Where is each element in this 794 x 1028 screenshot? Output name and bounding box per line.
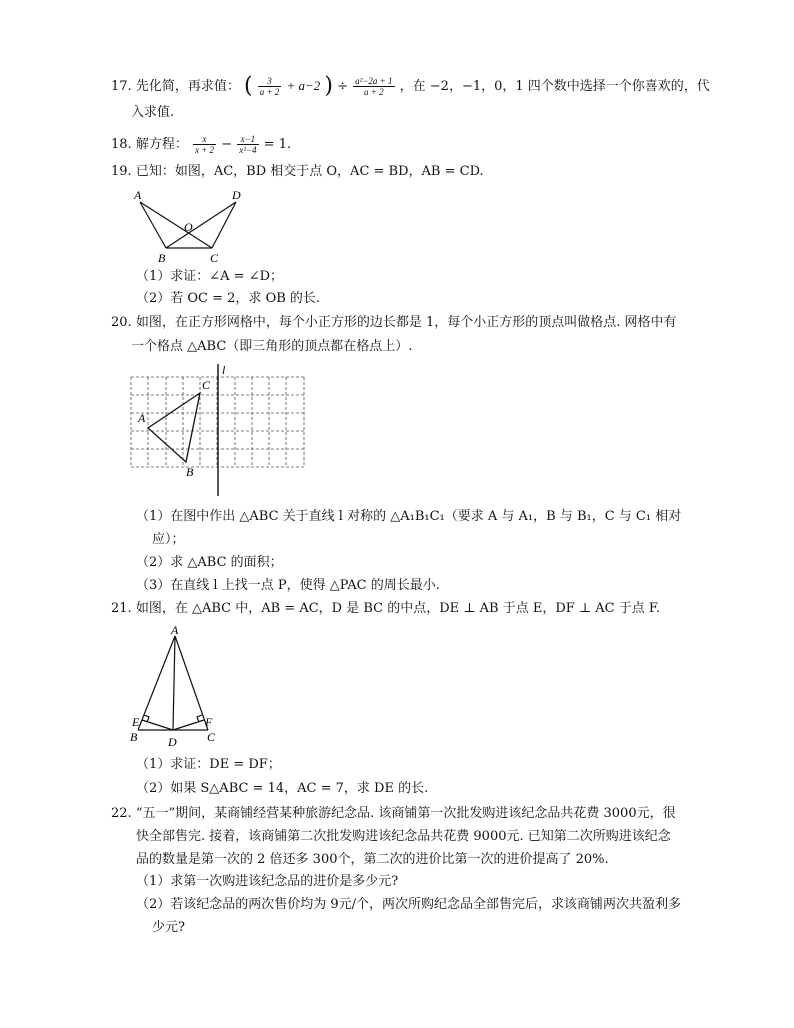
- q17-plus-expr: + a−2: [286, 78, 321, 93]
- q20-stem-2: 一个格点 △ABC（即三角形的顶点都在格点上）.: [131, 339, 413, 354]
- q19-label-A: A: [134, 188, 142, 202]
- q18-tail: = 1.: [263, 137, 292, 152]
- q21-label-F: F: [205, 715, 213, 729]
- q22-sub2-a: （2）若该纪念品的两次售价均为 9元/个，两次所购纪念品全部售完后，求该商铺两次共盈利多: [136, 897, 682, 912]
- q21-segment-AD: [173, 636, 175, 730]
- q18-minus: −: [221, 137, 233, 152]
- q22-sub2-b: 少元?: [152, 920, 185, 935]
- q17-tail: ，在 −2，−1，0，1 四个数中选择一个你喜欢的，代: [399, 79, 710, 94]
- q20-sub1-a: （1）在图中作出 △ABC 关于直线 l 对称的 △A₁B₁C₁（要求 A 与 A₁，B 与 B₁，C 与 C₁ 相对: [136, 509, 682, 524]
- q19-segment-AB: [140, 202, 166, 248]
- q17-lead: 先化简，再求值：: [135, 79, 240, 94]
- q17-line1: 17. 先化简，再求值： ( $\frac{3}{a + 2}$ + a−2 ) ÷ $\frac{\text{a²−2a + 1}}{a + 2}$ ，在 −2，−1，0，1 四个数中选择一个你喜欢的，代: [111, 73, 710, 99]
- q20-label-A: A: [138, 411, 146, 425]
- q21-stem: 21. 如图，在 △ABC 中，AB = AC，D 是 BC 的中点，DE ⊥ AB 于点 E，DF ⊥ AC 于点 F.: [111, 601, 660, 616]
- q21-label-C: C: [207, 730, 216, 744]
- q20-label-l: l: [222, 363, 226, 377]
- q21-label-B: B: [130, 730, 138, 744]
- q20-label-C: C: [202, 378, 211, 392]
- q22-number: 22.: [111, 806, 132, 821]
- q19-sub1: （1）求证：∠A = ∠D；: [136, 269, 284, 284]
- q20-sub3: （3）在直线 l 上找一点 P，使得 △PAC 的周长最小.: [136, 578, 440, 593]
- q21-sub1: （1）求证：DE = DF；: [136, 757, 281, 772]
- q19-segment-CD: [212, 202, 236, 248]
- q19-label-B: B: [158, 251, 166, 265]
- q19-label-O: O: [184, 220, 193, 234]
- q21-sub2: （2）如果 S△ABC = 14，AC = 7，求 DE 的长.: [136, 781, 429, 796]
- q17-line2: 入求值.: [131, 105, 175, 120]
- q21-number: 21.: [111, 601, 132, 616]
- q21-label-E: E: [132, 715, 140, 729]
- q21-segment-AC: [175, 636, 208, 730]
- q18-number: 18.: [111, 137, 132, 152]
- q19-sub2: （2）若 OC = 2，求 OB 的长.: [136, 291, 321, 306]
- q20-sub1-b: 应）；: [152, 532, 185, 547]
- q21-figure: [128, 622, 228, 752]
- q22-line2: 快全部售完. 接着，该商铺第二次批发购进该纪念品共花费 9000元. 已知第二次所购进该纪念: [136, 829, 671, 844]
- q20-label-B: B: [186, 465, 194, 479]
- q20-number: 20.: [111, 315, 132, 330]
- q19-label-C: C: [210, 251, 219, 265]
- q18-line: [111, 134, 291, 155]
- q21-label-A: A: [171, 623, 179, 637]
- q17-fraction-1: $\frac{3}{a + 2}$: [259, 76, 280, 97]
- q21-label-D: D: [168, 735, 177, 749]
- q18-fraction-1: $\frac{x}{x + 2}$: [194, 134, 215, 155]
- q20-triangle-ABC: [148, 393, 200, 462]
- q19-figure: [130, 186, 250, 266]
- q19-stem: 19. 已知：如图，AC，BD 相交于点 O，AC = BD，AB = CD.: [111, 164, 484, 179]
- q20-stem-1: 20. 如图，在正方形网格中，每个小正方形的边长都是 1，每个小正方形的顶点叫做格点. 网格中有: [111, 315, 677, 330]
- q19-number: 19.: [111, 164, 132, 179]
- q18-lead: 解方程：: [135, 137, 188, 152]
- q22-line3: 品的数量是第一次的 2 倍还多 300个，第二次的进价比第一次的进价提高了 20%.: [136, 852, 609, 867]
- q22-line1: 22. “五一”期间，某商铺经营某种旅游纪念品. 该商铺第一次批发购进该纪念品共花费 3000元，很: [111, 806, 676, 821]
- q20-sub2: （2）求 △ABC 的面积；: [136, 555, 283, 570]
- q22-sub1: （1）求第一次购进该纪念品的进价是多少元?: [136, 874, 399, 889]
- q17-divide: ÷: [337, 79, 349, 94]
- q18-fraction-2: $\frac{x-1}{\text{x²−4}}$: [239, 134, 257, 155]
- q19-label-D: D: [232, 188, 241, 202]
- q20-grid-figure: [125, 362, 315, 498]
- q17-number: 17.: [111, 79, 132, 94]
- q21-segment-AB: [138, 636, 175, 730]
- q17-fraction-2: $\frac{\text{a²−2a + 1}}{a + 2}$: [355, 76, 393, 97]
